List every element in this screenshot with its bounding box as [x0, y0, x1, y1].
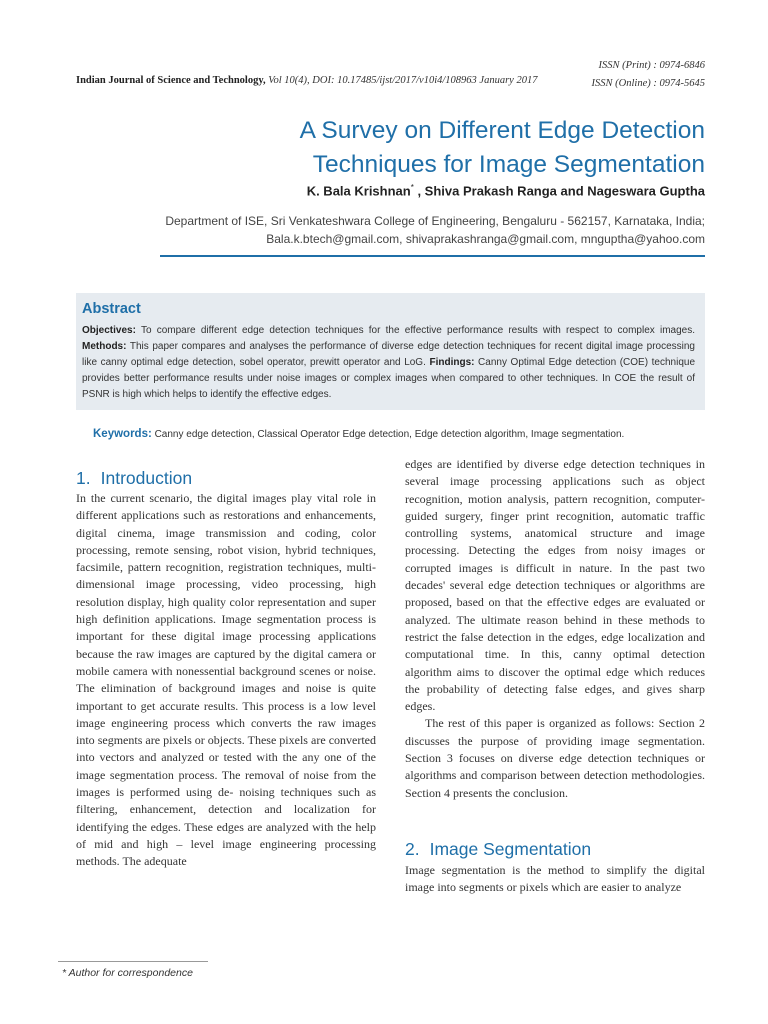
section-heading-introduction [76, 468, 192, 489]
journal-name: Indian Journal of Science and Technology, [76, 75, 266, 86]
author-list [307, 183, 705, 198]
findings-label: Findings: [429, 357, 475, 368]
abstract-box [76, 293, 705, 410]
footnote: * Author for correspondence [62, 967, 193, 979]
methods-text: This paper compares and analyses the performance of diverse edge detection techniques for recent digital image processing like canny optimal edge detection, sobel operator, prewitt operator and LoG. [82, 341, 695, 368]
issn-print: ISSN (Print) : 0974-6846 [598, 60, 705, 71]
other-authors: , Shiva Prakash Ranga and Nageswara Guptha [413, 183, 705, 199]
keywords-text: Canny edge detection, Classical Operator Edge detection, Edge detection algorithm, Image segmentation. [151, 429, 625, 440]
affiliation-block [165, 212, 705, 248]
left-column [76, 490, 376, 871]
journal-citation [76, 75, 537, 86]
header-divider [160, 255, 705, 257]
intro-paragraph-2: The rest of this paper is organized as follows: Section 2 discusses the purpose of providing image segmentation. Section 3 focuses on diverse edge detection techniques or algorithms and comparison between detection methodologies. Section 4 presents the conclusion. [405, 716, 705, 800]
objectives-text: To compare different edge detection techniques for the effective performance results with respect to complex images. [135, 325, 695, 336]
objectives-label: Objectives: [82, 325, 136, 336]
right-column [405, 456, 705, 802]
intro-paragraph-1-continued: edges are identified by diverse edge detection techniques in several image processing applications such as object recognition, motion analysis, pattern recognition, computer- guided surgery, finger print recognition, automatic traffic controlling systems, anatomical structure and image processing. Detecting the edges from noisy images or corrupted images is difficult in nature. In the past two decades' several edge detection techniques or algorithms are proposed, based on that the effective edges are evaluated or analyzed. The ultimate reason behind in these methods to restrict the false detection in the edges, edge localization and computational time. In this, canny optimal detection algorithm aims to discover the optimal edge which reduces the probability of detecting false edges, and gives sharp edges. [405, 457, 705, 714]
affiliation: Department of ISE, Sri Venkateshwara College of Engineering, Bengaluru - 562157, Karnataka, India; [165, 214, 705, 228]
abstract-text [82, 323, 695, 403]
issn-block [592, 57, 705, 93]
paper-title: A Survey on Different Edge Detection Techniques for Image Segmentation [299, 117, 705, 179]
issn-online: ISSN (Online) : 0974-5645 [591, 78, 705, 89]
corresponding-mark: * [410, 183, 414, 192]
intro-paragraph-1: In the current scenario, the digital images play vital role in different applications such as restorations and enhancements, digital cinema, image transmission and coding, color processing, remote sensing, robot vision, hybrid techniques, facsimile, pattern recognition, registration techniques, multi-dimensional image processing, video processing, high resolution display, high quality color representation and super high definition applications. Image segmentation process is important for these digital image processing applications because the raw images are captured by the digital camera or mobile camera with nonessential background scenes or noise. The elimination of background images and noise is quite important to get accurate results. This process is a low level image engineering process which converts the raw images into segments are pixels or objects. These pixels are converted into vectors and analyzed or tested with the any one of the image segmentation process. The removal of noise from the images is performed using de- noising techniques such as filtering, enhancement, detection and localization for identifying the edges. These edges are analyzed with the help of mid and high – level image engineering processing methods. The adequate [76, 491, 376, 869]
journal-details: Vol 10(4), DOI: 10.17485/ijst/2017/v10i4/108963 January 2017 [265, 75, 538, 86]
author-1: K. Bala Krishnan [306, 183, 411, 199]
footnote-divider [58, 961, 208, 962]
keywords-line [93, 428, 705, 440]
methods-label: Methods: [82, 341, 127, 352]
section-number: 2. [405, 838, 420, 859]
section-heading-image-segmentation [405, 839, 591, 860]
segmentation-paragraph-1: Image segmentation is the method to simplify the digital image into segments or pixels which are easier to analyze [405, 863, 705, 895]
abstract-heading: Abstract [82, 301, 141, 317]
section-title: Image Segmentation [429, 838, 592, 859]
section-number: 1. [76, 467, 91, 488]
segmentation-column [405, 862, 705, 897]
keywords-label: Keywords: [93, 428, 152, 440]
author-emails: Bala.k.btech@gmail.com, shivaprakashranga@gmail.com, mnguptha@yahoo.com [266, 232, 705, 246]
section-title: Introduction [100, 467, 193, 488]
findings-text: Canny Optimal Edge detection (COE) technique provides better performance results under noise images or complex images when compared to other techniques. In COE the result of PSNR is high which helps to identify the effective edges. [82, 357, 696, 400]
